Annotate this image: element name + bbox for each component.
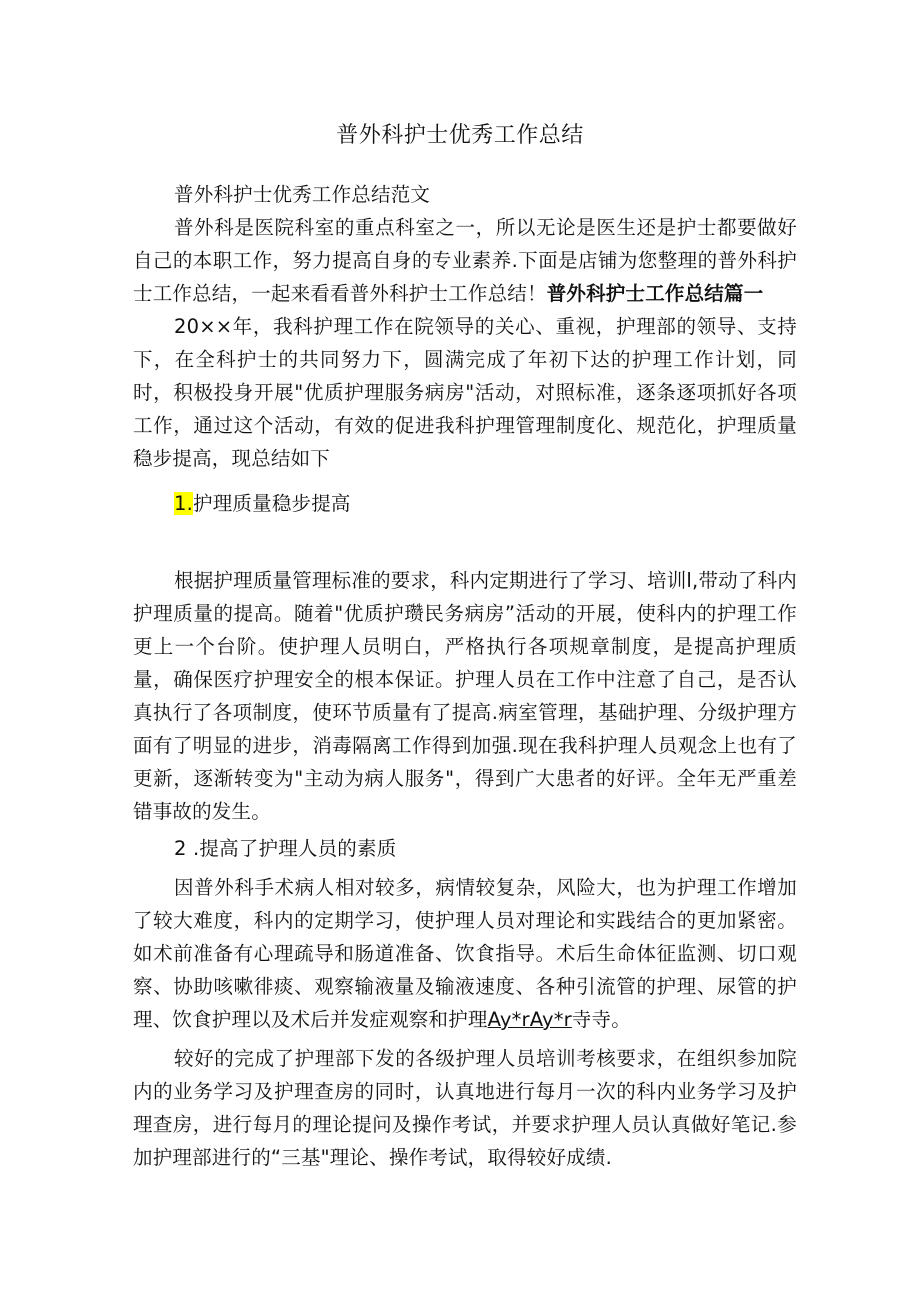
paragraph-staff	[133, 871, 797, 1036]
garbled-text: Ay*rAy*r	[487, 1008, 572, 1031]
heading-quality-text: 护理质量稳步提高	[193, 492, 351, 515]
section-heading-bold: 普外科护士工作总结篇一	[546, 282, 764, 305]
heading-staff-quality: 2 .提高了护理人员的素质	[174, 837, 397, 860]
paragraph-training: 较好的完成了护理部下发的各级护理人员培训考核要求，在组织参加院内的业务学习及护理查房的同时，认真地进行每月一次的科内业务学习及护理查房，进行每月的理论提问及操作考试，并要求护理人员认真做好笔记.参加护理部进行的“三基"理论、操作考试，取得较好成绩.	[133, 1047, 797, 1169]
paragraph-staff-text: 因普外科手术病人相对较多，病情较复杂，风险大，也为护理工作增加了较大难度，科内的定期学习，使护理人员对理论和实践结合的更加紧密。如术前准备有心理疏导和肠道准备、饮食指导。术后生命体征监测、切口观察、协助咳嗽徘痰、观察输液量及输液速度、各种引流管的护理、尿管的护理、饮食护理以及术后并发症观察和护理	[133, 876, 797, 1031]
paragraph-quality: 根据护理质量管理标准的要求，科内定期进行了学习、培训l,带动了科内护理质量的提高。随着"优质护瓒民务病房”活动的开展，使科内的护理工作更上一个台阶。使护理人员明白，严格执行各项规章制度，是提高护理质量，确保医疗护理安全的根本保证。护理人员在工作中注意了自己，是否认真执行了各项制度，使环节质量有了提高.病室管理，基础护理、分级护理方面有了明显的进步，消毒隔离工作得到加强.现在我科护理人员观念上也有了更新，逐渐转变为"主动为病人服务"，得到广大患者的好评。全年无严重差错事故的发生。	[133, 569, 797, 823]
heading-quality	[133, 487, 797, 520]
highlighted-number: 1.	[174, 492, 194, 515]
paragraph-staff-tail: 寺寺。	[571, 1008, 631, 1031]
document-body	[133, 178, 797, 1174]
paragraph-summary: 20××年，我科护理工作在院领导的关心、重视，护理部的领导、支持下，在全科护士的共同努力下，圆满完成了年初下达的护理工作计划，同时，积极投身开展"优质护理服务病房"活动，对照标准，逐条逐项抓好各项工作，通过这个活动，有效的促进我科护理管理制度化、规范化，护理质量稳步提高，现总结如下	[133, 315, 797, 470]
document-subtitle: 普外科护士优秀工作总结范文	[174, 183, 431, 206]
intro-paragraph	[133, 211, 797, 310]
intro-text: 普外科是医院科室的重点科室之一，所以无论是医生还是护士都要做好自己的本职工作，努力提高自身的专业素养.下面是店铺为您整理的普外科护士工作总结，一起来看看普外科护士工作总结！	[133, 216, 797, 305]
page-title: 普外科护士优秀工作总结	[336, 123, 584, 148]
